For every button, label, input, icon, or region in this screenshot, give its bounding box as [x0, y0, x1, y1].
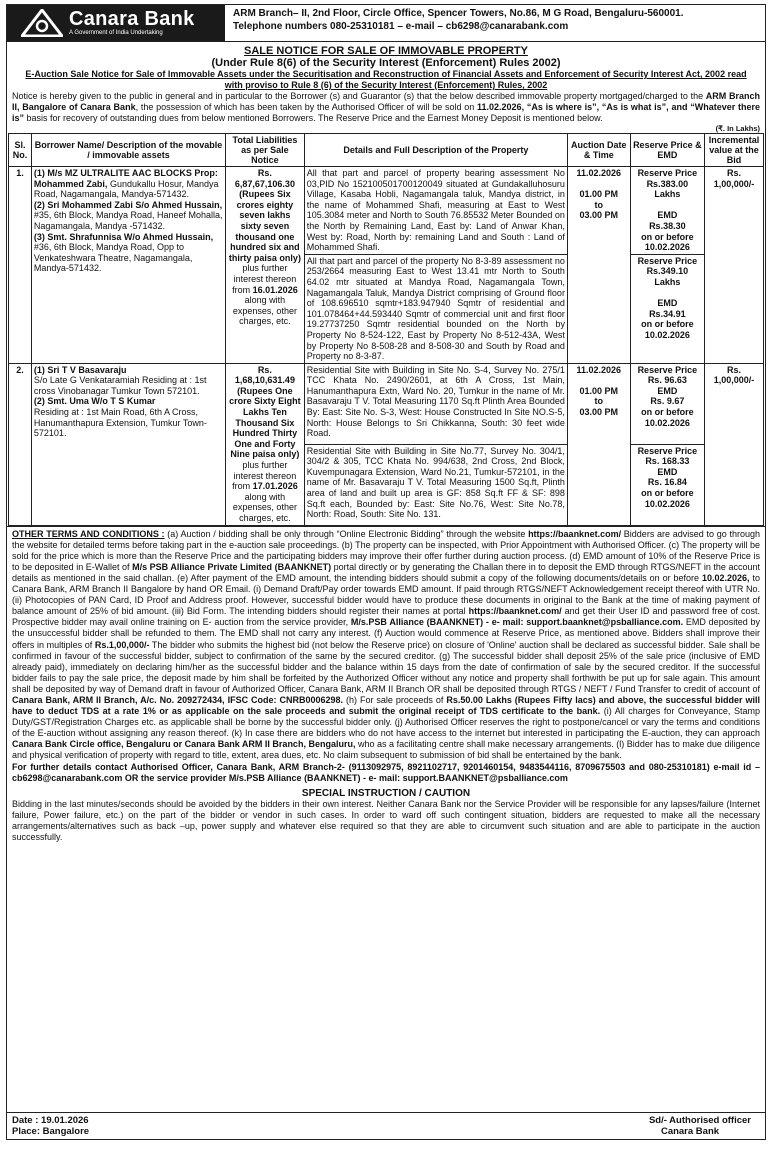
liability-date: 17.01.2026: [252, 481, 298, 492]
borrower-address: #35, 6th Block, Mandya Road, Haneef Mohalla, Nagamangala, Mandya -571432.: [33, 210, 223, 231]
signature-line-2: Canara Bank: [660, 1126, 720, 1137]
bank-name: Canara Bank: [69, 8, 195, 30]
address-line: ARM Branch– II, 2nd Floor, Circle Office, Spencer Towers, No.86, M G Road, Bengaluru-560001.: [233, 8, 684, 19]
intro-text: Notice is hereby given to the public in general and in particular to the Borrower (s) and Guarantor (s) that the below described immovable property mortgaged/charged to the: [12, 91, 706, 101]
borrower-address: S/o Late G Venkataramiah Residing at : 1st cross Vinobanagar Tumkur Town 572101.: [33, 375, 207, 396]
bank-logo: [7, 5, 225, 41]
reserve-cell: [630, 363, 704, 444]
col-sl: Sl. No.: [9, 134, 32, 167]
property-description: All that part and parcel of the property No 8-3-89 assessment no 253/2664 measuring East to West 13.41 mtr North to South 64.02 mtr situated at Mandya Road, Nagamangala Town, Nagamangala Taluk, Mandya District comprising of Ground floor of 108.696510 sqmtr+183.947940 Sqmtr of residential and 101.078464+44.593440 Sqmtr of commercial unit and first floor 19.27737250 Sqmtr residential bounded on the North by Property No 8-524-122, East by Property No 8-512-43A, West by Property No 8-508-28 and 8-508-30 and South by Road and Property no 8-3-87.: [304, 254, 567, 363]
auction-date: 11.02.2026: [576, 364, 622, 375]
title-line-3: E-Auction Sale Notice for Sale of Immovable Assets under the Securitisation and Reconstruction of Financial Assets and Enforcement of Security Interest Act, 2002 read with proviso to Rule 8 (6) of the Security Interest (Enforcement) Rules, 2002: [25, 69, 747, 90]
footer-signature: [649, 1115, 751, 1137]
emd-before-label: on or before: [641, 319, 694, 330]
terms-text: to Canara Bank, ARM Branch II Bangalore by hand OR Email. (i) Demand Draft/Pay order towards EMD amount. If paid through RTGS/NEFT Acknowledgement receipt thereof with UTR No. (ii) Photocopies of PAN Card, ID Proof and Address proof. However, successful bidder would have to produce these documents in original to the Bank at the time of making payment of balance amount of 25% of bid amount. (iii) Bid Form. The intending bidders should register their names at portal: [12, 572, 760, 617]
reserve-value: Rs.383.00 Lakhs: [646, 178, 689, 200]
terms-text: who as a facilitating centre shall make necessary arrangements. (l) Bidder has to make due diligence and physical verification of property with regard to title, extent, area dues, etc. No claim subsequent to submission of bid shall be entertained by the bank.: [12, 739, 760, 761]
emd-before-date: 10.02.2026: [644, 329, 690, 340]
table-row: [9, 167, 764, 255]
emd-value: Rs. 9.67: [650, 396, 685, 407]
terms-bold: Canara Bank Circle office, Bengaluru or Canara Bank ARM II Branch, Bengaluru,: [12, 739, 356, 750]
liability-text: plus further interest thereon from: [232, 263, 297, 295]
terms-link[interactable]: https://baanknet.com/: [528, 528, 622, 539]
liabilities-cell: [226, 363, 305, 525]
row-sl: 2.: [9, 363, 32, 525]
terms-text: EMD deposited by the unsuccessful bidder shall be refunded to them. The EMD shall not carry any interest. (f) Auction would commence at Reserve Price, as mentioned above. Bidders shall improve their offers in multiples of: [12, 617, 761, 650]
intro-text: basis for recovery of outstanding dues from below mentioned Borrowers. The Reserve Price and the Earnest Money Deposit is mentioned below.: [24, 113, 603, 123]
borrower-cell: [31, 167, 225, 364]
auction-date-cell: [567, 363, 630, 525]
footer-date: Date : 19.01.2026: [12, 1115, 89, 1126]
footer-date-place: [12, 1115, 89, 1137]
reserve-label: Reserve Price: [637, 364, 698, 375]
intro-sale-basis: 11.02.2026, “As is where is”, “As is what is”, and “Whatever there is”: [12, 102, 760, 123]
auction-time-from: 01.00 PM: [579, 385, 619, 396]
emd-value: Rs.38.30: [649, 220, 686, 231]
terms-text: (a) Auction / bidding shall be only through “Online Electronic Bidding” through the website: [164, 528, 529, 539]
emd-value: Rs. 16.84: [647, 477, 687, 488]
increment-value: Rs. 1,00,000/-: [705, 167, 764, 364]
table-row: [9, 363, 764, 444]
title-line-2: (Under Rule 8(6) of the Security Interest (Enforcement) Rules 2002): [211, 57, 561, 69]
reserve-cell: [630, 444, 704, 525]
borrower-cell: [31, 363, 225, 525]
borrower-name: (3) Smt. Shrafunnisa W/o Ahmed Hussain,: [33, 231, 214, 242]
auction-time-to-label: to: [594, 199, 604, 210]
liability-text: along with expenses, other charges, etc.: [232, 491, 297, 523]
special-instruction-heading: SPECIAL INSTRUCTION / CAUTION: [301, 787, 471, 799]
notice-header: [7, 5, 765, 42]
emd-before-label: on or before: [641, 407, 694, 418]
canara-logo-icon: [21, 9, 63, 37]
terms-text: (h) For sale proceeds of: [343, 695, 447, 705]
emd-value: Rs.34.91: [649, 308, 686, 319]
emd-before-date: 10.02.2026: [644, 498, 690, 509]
auction-time-to: 03.00 PM: [579, 407, 619, 418]
terms-contact: For further details contact Authorised Officer, Canara Bank, ARM Branch-2- (9113092975, 8921102717, 9201460154, 9483544116, 8709675503 and 080-25310181) e-mail id – cb6298@canarabank.com OR the service provider M/s.PSB Alliance (BAANKNET) - e- mail: support.BAANKNET@psballiance.com: [12, 761, 760, 783]
emd-label: EMD: [657, 466, 678, 477]
auction-time-to-label: to: [594, 396, 604, 407]
row-sl: 1.: [9, 167, 32, 364]
auction-time-from: 01.00 PM: [579, 189, 619, 200]
reserve-label: Reserve Price: [637, 445, 698, 456]
special-instruction-text: Bidding in the last minutes/seconds should be avoided by the bidders in their own interest. Neither Canara Bank nor the Service Provider will be responsible for any lapses/failure (Internet failure, Power failure, etc.) on the part of the bidder or vendor in such cases. In order to ward off such contingent situation, bidders are requested to make all the necessary arrangements/alternatives such as back –up, power supply and whatever else required so that they are able to circumvent such situation and are able to participate in the auction successfully.: [12, 798, 760, 842]
emd-label: EMD: [657, 210, 678, 221]
terms-bold: 10.02.2026,: [702, 572, 750, 583]
terms-text: The bidder who submits the highest bid (not below the Reserve price) on closure of 'Online' auction shall be declared as successful bidder. Sale shall be confirmed in favour of the successful bidder, subject to confirmation of the same by the secured creditor. (g) The successful bidder shall deposit 25% of the sale price (inclusive of EMD already paid), immediately on declaring him/her as the successful bidder and the balance within 15 days from the date of confirmation of sale by the secured creditor. If the successful bidder fails to pay the sale price, the deposit made by him shall be forfeited by the Authorized Officer without any notice and property shall forthwith be put up for sale again. This amount shall be deposited by way of Demand draft in favour of Authorized Officer, Canara Bank, ARM II Branch OR shall be deposited through RTGS / NEFT / Fund Transfer to credit of account of: [12, 639, 760, 694]
col-liabilities: Total Liabilities as per Sale Notice: [226, 134, 305, 167]
emd-label: EMD: [657, 385, 678, 396]
reserve-value: Rs. 168.33: [645, 456, 690, 467]
terms-bold: M/s PSB Alliance Private Limited (BAANKNET): [132, 561, 332, 572]
intro-text: , the possession of which has been taken by the Authorised Officer of will be sold on: [135, 102, 478, 112]
col-increment: Incremental value at the Bid: [705, 134, 764, 167]
auction-date: 11.02.2026: [576, 168, 622, 178]
property-description: Residential Site with Building in Site No.77, Survey No. 304/1, 304/2 & 305, TCC Khata No. 994/638, 2nd Cross, 2nd Block, Kuvempunagara Extension, Ward No.21, Tumkur-572101, in the name of Mr. Basavaraju T V. Total Measuring 1500 Sq.ft, Plinth area of land and built up area is GF: 858 Sq.ft FF & SF: 898 Sq.ft each, Bounded by: East: Site No.76, West: Site No.78, North: Road, South: Site No. 131.: [304, 444, 567, 525]
liability-text: plus further interest thereon from: [232, 460, 297, 492]
liability-date: 16.01.2026: [252, 284, 298, 295]
notice-footer: [7, 1112, 765, 1139]
reserve-cell: [630, 254, 704, 363]
branch-address: [225, 5, 765, 41]
emd-label: EMD: [657, 298, 678, 309]
borrower-address: #36, 6th Block, Mandya Road, Opp to Venkateshwara Theatre, Nagamangala, Mandya-571432.: [33, 242, 193, 274]
reserve-label: Reserve Price: [637, 168, 698, 178]
borrower-address: Gundukallu Hosur, Mandya Road, Nagamangala, Mandya-571432.: [33, 178, 219, 200]
liability-text: along with expenses, other charges, etc.: [232, 295, 297, 327]
col-details: Details and Full Description of the Property: [304, 134, 567, 167]
title-line-1: SALE NOTICE FOR SALE OF IMMOVABLE PROPERTY: [244, 45, 528, 57]
intro-branch: ARM Branch II, Bangalore of Canara Bank: [12, 91, 760, 112]
emd-before-label: on or before: [641, 488, 694, 499]
terms-bold: Rs.1,00,000/-: [94, 639, 150, 650]
table-header-row: [9, 134, 764, 167]
reserve-value: Rs.349.10 Lakhs: [646, 266, 689, 287]
col-reserve: Reserve Price & EMD: [630, 134, 704, 167]
emd-before-date: 10.02.2026: [644, 242, 690, 253]
liabilities-cell: [226, 167, 305, 364]
terms-and-conditions: [7, 526, 765, 786]
property-description: All that part and parcel of property bearing assessment No 03,PID No 152100501700120049 situated at Gundakalluhosuru Village, Kasaba Hobli, Nagamangala taluk, Mandya district, in the name of Mohammed Shafi, measuring at East to West 105.3084 meter and North to South 76.85532 Meter Bounded on the North by Remaining Land, East by: Land of Anwar Khan, West by: Road, North by: remaining Land and South : Land of Mohammed Shafi.: [304, 167, 567, 255]
signature-line-1: Sd/- Authorised officer: [648, 1115, 751, 1126]
terms-text: portal directly or by generating the Challan there in to deposit the EMD through RTGS/NEFT in the account details as mentioned in the said challan. (e) After payment of the EMD amount, the intending bidders should submit a copy of the following documents/details on or before: [12, 561, 761, 583]
borrower-address: Residing at : 1st Main Road, 6th A Cross, Hanumanthapura Extension, Tumkur Town-572101.: [33, 407, 207, 439]
col-date: Auction Date & Time: [567, 134, 630, 167]
borrower-name: (1) M/s MZ ULTRALITE AAC BLOCKS Prop: Mohammed Zabi,: [33, 168, 218, 189]
col-borrower: Borrower Name/ Description of the movable / immovable assets: [31, 134, 225, 167]
terms-bold: Canara Bank, ARM II Branch, A/c. No. 209272434, IFSC Code: CNRB0006298.: [12, 695, 344, 705]
auction-date-cell: [567, 167, 630, 364]
reserve-cell: [630, 167, 704, 255]
reserve-value: Rs. 96.63: [647, 375, 687, 386]
auction-time-to: 03.00 PM: [579, 210, 619, 221]
auction-table: [8, 133, 764, 526]
property-description: Residential Site with Building in Site No. S-4, Survey No. 275/1 TCC Khata No. 2490/2601, at 6th A Cross, 1st Main, Hanumanthapura Extn, Ward No. 20, Tumkur in the name of Mr. Basavaraju T V. Total Measuring 1170 Sq.ft Plinth Area Bounded By: East: Site No. S-3, West: House Constructed In Site NO.S-5, North: House Belongs to Sri Chikkanna, South: 30 feet wide Road.: [304, 363, 567, 444]
unit-note: (₹. In Lakhs): [715, 124, 760, 133]
terms-text: Bidders are advised to go through the website for detailed terms before taking part in the e-auction sale proceedings. (b) The property can be inspected, with Prior Appointment with Authorised Officer. (c) The property will be sold for the price which is more than the Reserve Price and the participating bidders may improve their offer further during auction process. (d) EMD amount of 10% of the Reserve Price is to be deposited in E-Wallet of: [12, 528, 760, 572]
liability-amount: Rs. 6,87,67,106.30 (Rupees Six crores eighty seven lakhs sixty seven thousand one hundred six and thirty paisa only): [228, 168, 301, 263]
liability-amount: Rs. 1,68,10,631.49 (Rupees One crore Sixty Eight Lakhs Ten Thousand Six Hundred Thirty One and Forty Nine paisa only): [229, 364, 301, 460]
borrower-name: (1) Sri T V Basavaraju: [33, 364, 127, 375]
bank-tagline: A Government of India Undertaking: [69, 30, 163, 36]
emd-before-date: 10.02.2026: [644, 417, 690, 428]
intro-paragraph: [7, 91, 765, 124]
contact-line: Telephone numbers 080-25310181 – e-mail – cb6298@canarabank.com: [233, 20, 569, 32]
emd-before-label: on or before: [641, 231, 694, 242]
borrower-name: (2) Sri Mohammed Zabi S/o Ahmed Hussain,: [33, 199, 223, 210]
terms-text: and get their User ID and password free of cost. Prospective bidder may avail online training on E- auction from the service provider,: [12, 606, 760, 628]
footer-place: Place: Bangalore: [12, 1126, 90, 1137]
terms-text: (i) All charges for Conveyance, Stamp Duty/GST/Registration Charges etc. as applicable shall be borne by the successful bidder only. (j) Authorised Officer reserves the right to postpone/cancel or vary the terms and conditions of the E-auction without assigning any reason thereof. (k) In case there are bidders who do not have access to the internet but interested in participating the E-auction, they can approach: [12, 706, 760, 739]
terms-link[interactable]: https://baanknet.com/: [468, 606, 562, 617]
sale-notice-page: [6, 4, 766, 1140]
notice-title: [7, 45, 765, 91]
terms-bold: M/s.PSB Alliance (BAANKNET) - e- mail: support.baanknet@psballiance.com.: [350, 617, 684, 628]
borrower-name: (2) Smt. Uma W/o T S Kumar: [33, 396, 156, 407]
increment-value: Rs. 1,00,000/-: [705, 363, 764, 525]
terms-heading: OTHER TERMS AND CONDITIONS :: [12, 528, 165, 539]
reserve-label: Reserve Price: [637, 255, 698, 266]
terms-bold: Rs.50.00 Lakhs (Rupees Fifty lacs) and above, the successful bidder will have to deduct TDS at a rate 1% or as applicable on the sale proceeds and submit the original receipt of TDS certificate to the bank.: [12, 695, 761, 717]
